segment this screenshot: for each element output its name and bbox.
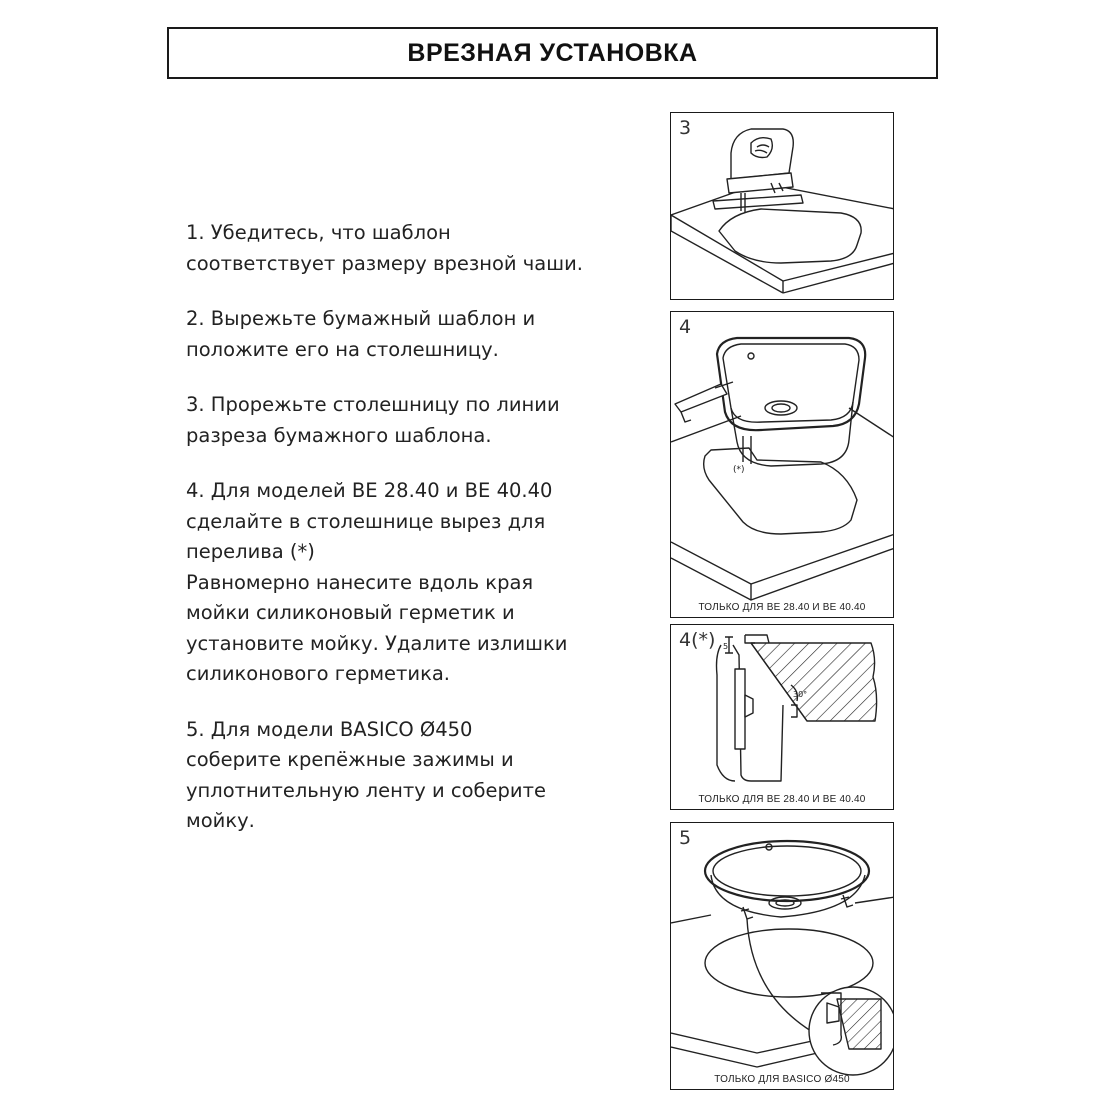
step-line: соберите крепёжные зажимы и: [186, 748, 514, 771]
dimension-angle: 30°: [793, 690, 808, 699]
figure-number: 5: [679, 827, 692, 849]
step-line: Равномерно нанесите вдоль края: [186, 570, 534, 594]
step-line: соответствует размеру врезной чаши.: [186, 251, 583, 275]
title-box: [167, 27, 938, 79]
step-line: 3. Прорежьте столешницу по линии: [186, 393, 560, 416]
step-line: 1. Убедитесь, что шаблон: [186, 221, 451, 244]
step-line: 2. Вырежьте бумажный шаблон и: [186, 307, 536, 330]
figure-5-round-sink: [670, 822, 894, 1090]
dimension-5: 5: [723, 642, 729, 651]
figure-number: 3: [679, 117, 692, 139]
step-line: уплотнительную ленту и соберите: [186, 778, 546, 802]
step-line: установите мойку. Удалите излишки: [186, 631, 568, 655]
rectangular-sink-illustration: [671, 312, 894, 618]
figure-caption: ТОЛЬКО ДЛЯ ВЕ 28.40 И ВЕ 40.40: [698, 602, 866, 613]
step-line: 4. Для моделей ВЕ 28.40 и ВЕ 40.40: [186, 479, 553, 502]
step-line: разреза бумажного шаблона.: [186, 423, 492, 447]
step-line: положите его на столешницу.: [186, 337, 499, 361]
step-line: перелива (*): [186, 540, 315, 563]
step-3: [186, 390, 626, 451]
step-4: [186, 476, 626, 690]
round-sink-illustration: [671, 823, 894, 1090]
figure-caption: ТОЛЬКО ДЛЯ BASICO Ø450: [714, 1074, 850, 1085]
step-1: [186, 218, 626, 279]
figure-4-sink-placement: [670, 311, 894, 618]
jigsaw-illustration: [671, 113, 894, 300]
page-title: ВРЕЗНАЯ УСТАНОВКА: [407, 38, 698, 67]
step-line: силиконового герметика.: [186, 662, 451, 685]
figure-caption: ТОЛЬКО ДЛЯ ВЕ 28.40 И ВЕ 40.40: [698, 794, 866, 805]
figure-3-cutting: [670, 112, 894, 300]
overflow-mark: (*): [733, 465, 745, 475]
step-line: мойки силиконовый герметик и: [186, 601, 515, 624]
figure-4-overflow-section: [670, 624, 894, 810]
figure-number: 4: [679, 316, 692, 338]
step-5: [186, 715, 626, 837]
step-line: мойку.: [186, 809, 255, 832]
step-line: 5. Для модели BASICO Ø450: [186, 717, 473, 741]
step-2: [186, 304, 626, 365]
figure-number: 4(*): [679, 629, 716, 651]
instruction-steps: [186, 218, 626, 862]
overflow-section-illustration: [671, 625, 894, 810]
step-line: сделайте в столешнице вырез для: [186, 509, 546, 533]
